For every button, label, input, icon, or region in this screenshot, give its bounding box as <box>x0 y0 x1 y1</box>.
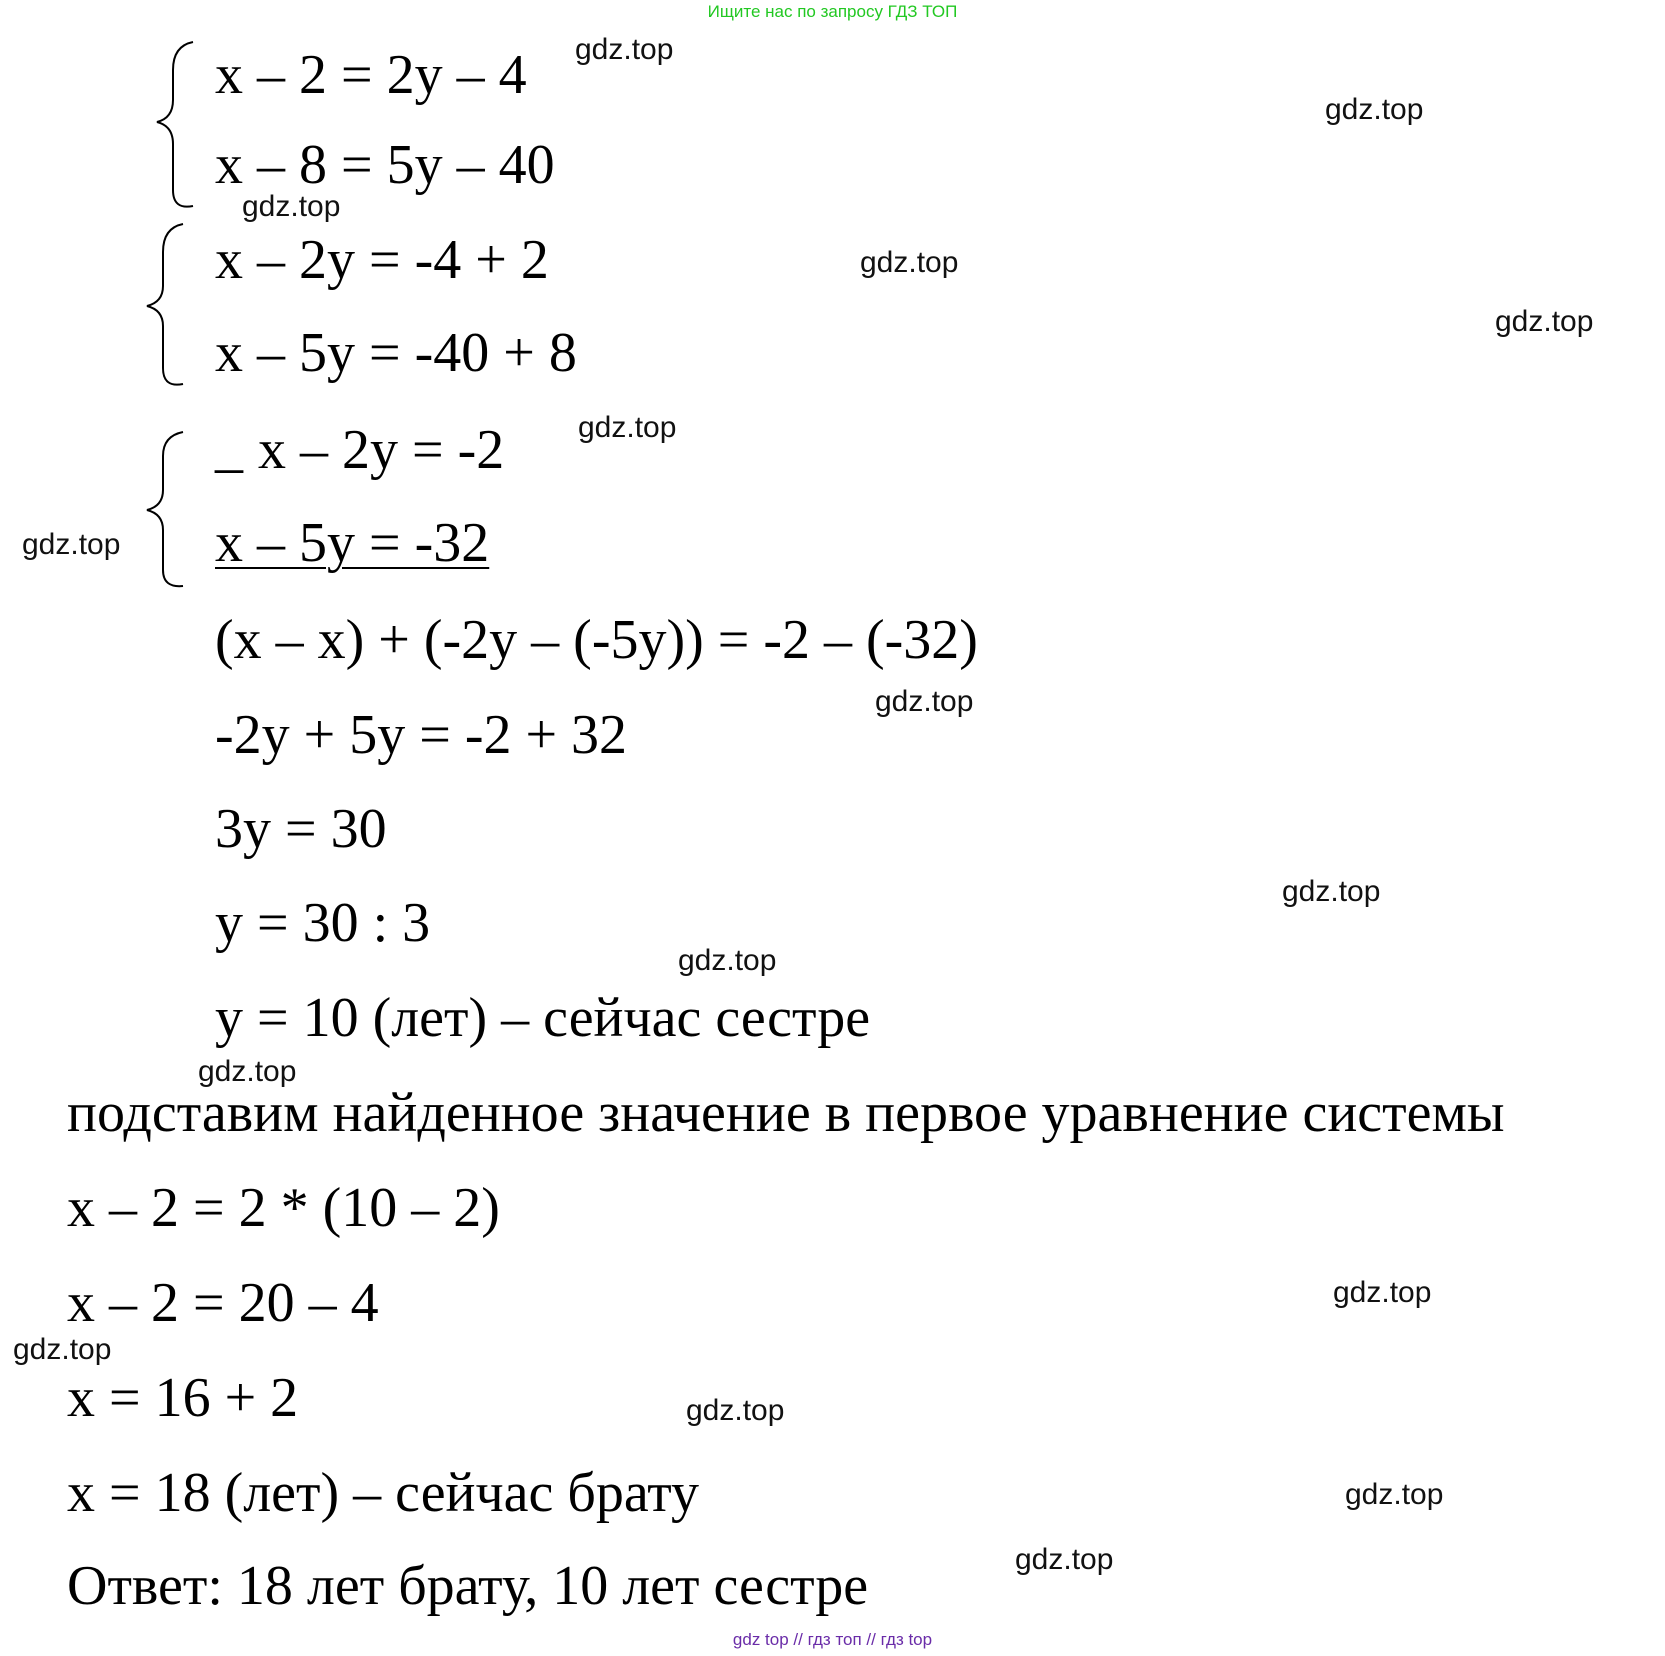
step-3: 3y = 30 <box>215 798 387 860</box>
step2-4: x = 18 (лет) – сейчас брату <box>67 1462 700 1524</box>
step2-1: x – 2 = 2 * (10 – 2) <box>67 1177 500 1239</box>
watermark: gdz.top <box>686 1394 785 1427</box>
system-1-line-2: x – 8 = 5y – 40 <box>215 134 555 196</box>
watermark: gdz.top <box>575 33 674 66</box>
system-1-line-1: x – 2 = 2y – 4 <box>215 44 527 106</box>
watermark: gdz.top <box>1495 305 1594 338</box>
system-3-line-2: x – 5y = -32 <box>215 512 490 574</box>
watermark: gdz.top <box>242 190 341 223</box>
substitution-text: подставим найденное значение в первое уравнение системы <box>67 1082 1505 1144</box>
step2-2: x – 2 = 20 – 4 <box>67 1272 379 1334</box>
system-2-line-2: x – 5y = -40 + 8 <box>215 322 577 384</box>
watermark: gdz.top <box>578 411 677 444</box>
watermark: gdz.top <box>1333 1276 1432 1309</box>
watermark: gdz.top <box>22 528 121 561</box>
watermark: gdz.top <box>1325 93 1424 126</box>
step-2: -2y + 5y = -2 + 32 <box>215 704 628 766</box>
system-2-line-1: x – 2y = -4 + 2 <box>215 229 549 291</box>
step-1: (x – x) + (-2y – (-5y)) = -2 – (-32) <box>215 609 978 671</box>
step-5: y = 10 (лет) – сейчас сестре <box>215 987 871 1049</box>
top-banner: Ищите нас по запросу ГДЗ ТОП <box>707 2 958 21</box>
watermark: gdz.top <box>1282 875 1381 908</box>
brace-system-3 <box>145 430 195 590</box>
step-4: y = 30 : 3 <box>215 892 431 954</box>
watermark: gdz.top <box>198 1055 297 1088</box>
bottom-banner: gdz top // гдз топ // гдз top <box>732 1630 933 1649</box>
watermark: gdz.top <box>860 246 959 279</box>
system-3-line-1: x – 2y = -2 <box>258 419 505 481</box>
answer: Ответ: 18 лет брату, 10 лет сестре <box>67 1555 869 1617</box>
watermark: gdz.top <box>1015 1543 1114 1576</box>
brace-system-2 <box>145 222 195 392</box>
brace-system-1 <box>155 40 205 210</box>
system-3-minus-sign: _ <box>215 417 243 479</box>
watermark: gdz.top <box>13 1333 112 1366</box>
step2-3: x = 16 + 2 <box>67 1367 299 1429</box>
watermark: gdz.top <box>1345 1478 1444 1511</box>
watermark: gdz.top <box>875 685 974 718</box>
watermark: gdz.top <box>678 944 777 977</box>
